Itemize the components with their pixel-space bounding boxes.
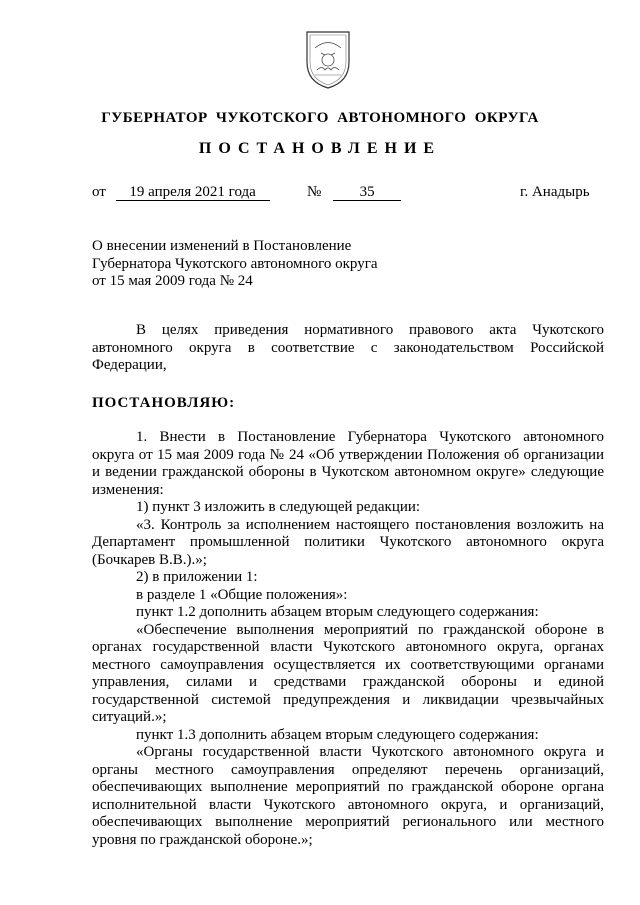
document-number: 35 [333,185,401,201]
body-line: 1. Внести в Постановление Губернатора Чукотского автономного [136,429,604,445]
subject-line: Губернатора Чукотского автономного округа [92,255,378,272]
body-line: Департамент промышленной политики Чукотского автономного округа [92,534,604,550]
preamble [92,322,604,375]
body-line: органах государственной власти Чукотского автономного округа, органах [92,639,604,655]
body-line: изменения: [92,481,164,498]
subject-line: от 15 мая 2009 года № 24 [92,273,253,289]
body-line: уровня по гражданской обороне.»; [92,831,313,848]
document-date: 19 апреля 2021 года [116,185,270,201]
preamble-line: Федерации, [92,357,167,373]
number-prefix: № [307,184,322,200]
date-prefix: от [92,184,106,200]
number-line [307,184,401,201]
organization-title: ГУБЕРНАТОР ЧУКОТСКОГО АВТОНОМНОГО ОКРУГА [101,110,539,126]
body-line: государственной системой предупреждения и ликвидации чрезвычайных [92,691,604,708]
body-line: обеспечивающих выполнение мероприятий регионального или местного [92,814,604,830]
body-line: управления, силами и средствами гражданской обороны и единой [92,674,604,690]
document-body [92,429,604,849]
body-line: в разделе 1 «Общие положения»: [136,586,348,603]
body-line: 2) в приложении 1: [136,569,258,585]
body-line: «3. Контроль за исполнением настоящего постановления возложить на [136,516,604,533]
preamble-line: В целях приведения нормативного правового акта Чукотского [136,322,604,338]
document-type-title: ПОСТАНОВЛЕНИЕ [198,140,442,157]
body-line: исполнительной власти Чукотского автономного округа, и организаций, [92,796,604,813]
chukotka-coat-of-arms-icon [303,28,353,90]
body-line: (Бочкарев В.В.).»; [92,551,207,568]
preamble-line: автономного округа в соответствие с законодательством Российской [92,339,604,356]
body-line: пункт 1.3 дополнить абзацем вторым следующего содержания: [136,726,539,743]
body-line: «Обеспечение выполнения мероприятий по гражданской обороне в [136,621,604,638]
body-line: местного самоуправления осуществляется их соответствующими органами [92,656,604,673]
body-line: ситуаций.»; [92,709,167,725]
body-line: и ведении гражданской обороны в Чукотском автономном округе» следующие [92,464,604,480]
document-subject [92,238,387,291]
body-line: органы местного самоуправления определяют перечень организаций, [92,761,604,778]
body-line: пункт 1.2 дополнить абзацем вторым следующего содержания: [136,604,539,620]
subject-line: О внесении изменений в Постановление [92,238,352,254]
body-line: округа от 15 мая 2009 года № 24 «Об утверждении Положения об организации [92,446,604,463]
body-line: обеспечивающих выполнение мероприятий по гражданской обороне органа [92,779,604,795]
city: г. Анадырь [520,184,590,200]
body-line: «Органы государственной власти Чукотского автономного округа и [136,744,604,760]
body-line: 1) пункт 3 изложить в следующей редакции: [136,499,421,515]
date-line [92,184,270,201]
resolve-heading: ПОСТАНОВЛЯЮ: [92,395,236,411]
